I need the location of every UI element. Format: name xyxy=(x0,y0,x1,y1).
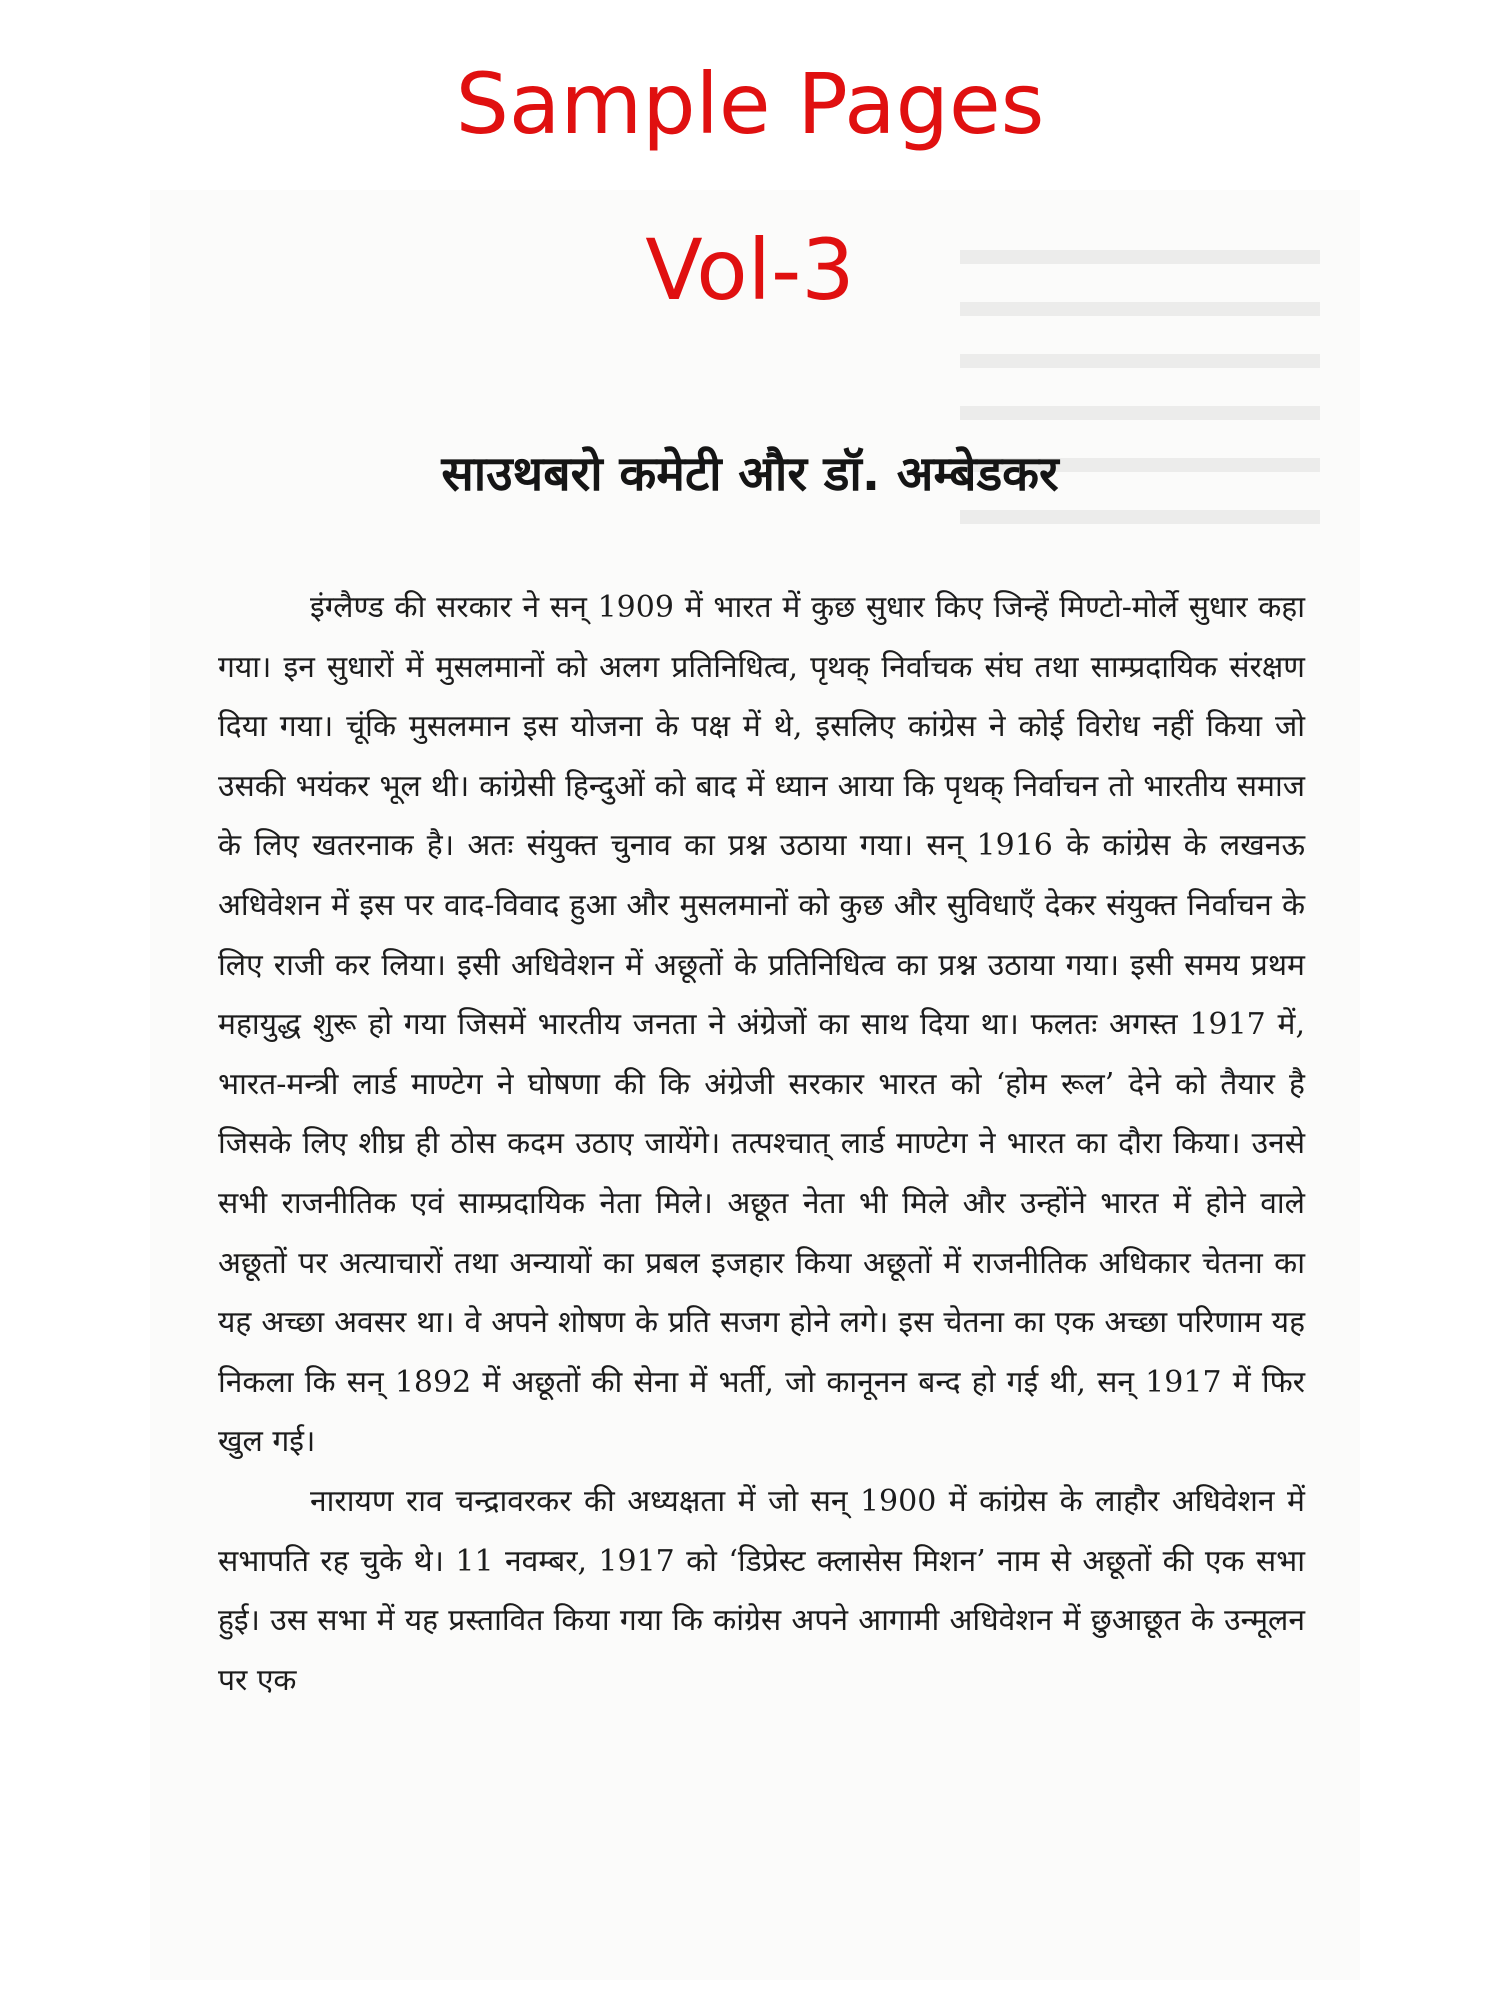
sample-pages-banner: Sample Pages xyxy=(455,55,1045,153)
body-text xyxy=(218,578,1305,1710)
volume-label: Vol-3 xyxy=(645,221,855,319)
chapter-title: साउथबरो कमेटी और डॉ. अम्बेडकर xyxy=(441,446,1059,502)
paragraph-2: नारायण राव चन्द्रावरकर की अध्यक्षता में जो सन् 1900 में कांग्रेस के लाहौर अधिवेशन में सभापति रह चुके थे। 11 नवम्बर, 1917 को ‘डिप्रेस्ट क्लासेस मिशन’ नाम से अछूतों की एक सभा हुई। उस सभा में यह प्रस्तावित किया गया कि कांग्रेस अपने आगामी अधिवेशन में छुआछूत के उन्मूलन पर एक xyxy=(218,1483,1305,1698)
paragraph-1: इंग्लैण्ड की सरकार ने सन् 1909 में भारत में कुछ सुधार किए जिन्हें मिण्टो-मोर्ले सुधार कहा गया। इन सुधारों में मुसलमानों को अलग प्रतिनिधित्व, पृथक् निर्वाचक संघ तथा साम्प्रदायिक संरक्षण दिया गया। चूंकि मुसलमान इस योजना के पक्ष में थे, इसलिए कांग्रेस ने कोई विरोध नहीं किया जो उसकी भयंकर भूल थी। कांग्रेसी हिन्दुओं को बाद में ध्यान आया कि पृथक् निर्वाचन तो भारतीय समाज के लिए खतरनाक है। अतः संयुक्त चुनाव का प्रश्न उठाया गया। सन् 1916 के कांग्रेस के लखनऊ अधिवेशन में इस पर वाद-विवाद हुआ और मुसलमानों को कुछ और सुविधाएँ देकर संयुक्त निर्वाचन के लिए राजी कर लिया। इसी अधिवेशन में अछूतों के प्रतिनिधित्व का प्रश्न उठाया गया। इसी समय प्रथम महायुद्ध शुरू हो गया जिसमें भारतीय जनता ने अंग्रेजों का साथ दिया था। फलतः अगस्त 1917 में, भारत-मन्त्री लार्ड माण्टेग ने घोषणा की कि अंग्रेजी सरकार भारत को ‘होम रूल’ देने को तैयार है जिसके लिए शीघ्र ही ठोस कदम उठाए जायेंगे। तत्पश्चात् लार्ड माण्टेग ने भारत का दौरा किया। उनसे सभी राजनीतिक एवं साम्प्रदायिक नेता मिले। अछूत नेता भी मिले और उन्होंने भारत में होने वाले अछूतों पर अत्याचारों तथा अन्यायों का प्रबल इजहार किया अछूतों में राजनीतिक अधिकार चेतना का यह अच्छा अवसर था। वे अपने शोषण के प्रति सजग होने लगे। इस चेतना का एक अच्छा परिणाम यह निकला कि सन् 1892 में अछूतों की सेना में भर्ती, जो कानूनन बन्द हो गई थी, सन् 1917 में फिर खुल गई। xyxy=(218,590,1305,1460)
